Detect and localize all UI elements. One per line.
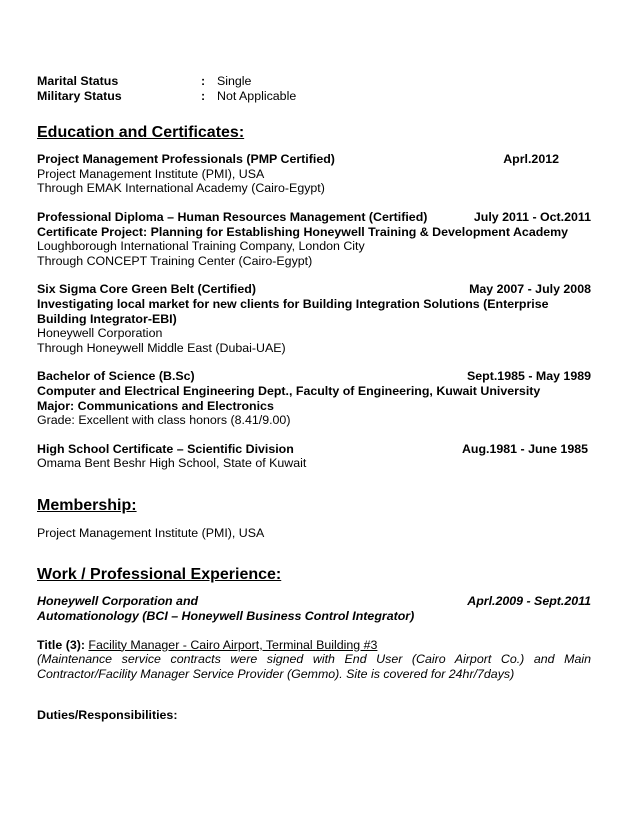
membership-text: Project Management Institute (PMI), USA [37,525,265,540]
education-item-six-sigma [37,282,591,355]
education-item-date: Aprl.2012 [503,152,559,167]
education-item-hr-diploma [37,210,591,268]
education-item-detail: Project Management Institute (PMI), USA [37,166,265,181]
education-item-detail: Grade: Excellent with class honors (8.41/9.00) [37,413,291,428]
military-status-row [37,89,591,104]
education-item-detail: Through EMAK International Academy (Cairo-Egypt) [37,181,325,196]
work-company-header [37,594,591,609]
education-item-high-school [37,442,591,471]
education-item-detail: Through CONCEPT Training Center (Cairo-Egypt) [37,253,313,268]
education-item-header [37,442,591,457]
education-item-title: Six Sigma Core Green Belt (Certified) [37,282,256,297]
education-item-project: Building Integrator-EBI) [37,311,177,326]
marital-status-separator: : [201,74,206,88]
education-item-header [37,152,591,167]
education-item-date: July 2011 - Oct.2011 [473,209,591,224]
education-item-detail: Through Honeywell Middle East (Dubai-UAE) [37,340,286,355]
education-item-title: Project Management Professionals (PMP Certified) [37,152,335,167]
work-item-honeywell [37,594,591,723]
education-item-detail: Omama Bent Beshr High School, State of Kuwait [37,456,307,471]
personal-info [37,74,591,103]
education-item-project: Investigating local market for new clients for Building Integration Solutions (Enterprise [37,296,549,311]
education-item-header [37,210,591,225]
education-item-title: Bachelor of Science (B.Sc) [37,369,195,384]
education-item-detail: Honeywell Corporation [37,326,163,341]
work-company-date: Aprl.2009 - Sept.2011 [467,594,591,609]
education-item-title: High School Certificate – Scientific Division [37,441,294,456]
marital-status-row [37,74,591,89]
military-status-label: Military Status [37,88,122,103]
education-heading: Education and Certificates: [37,124,245,142]
marital-status-label: Marital Status [37,74,119,88]
education-item-major: Major: Communications and Electronics [37,398,274,413]
military-status-value: Not Applicable [217,88,297,103]
education-item-detail: Loughborough International Training Company, London City [37,239,365,254]
work-heading: Work / Professional Experience: [37,566,282,584]
education-item-date: May 2007 - July 2008 [469,282,591,297]
membership-heading: Membership: [37,496,137,514]
marital-status-value: Single [217,74,252,88]
work-company-name: Honeywell Corporation and [37,594,199,609]
education-item-date: Aug.1981 - June 1985 [461,441,588,456]
education-item-pmp [37,152,591,196]
education-item-bsc [37,369,591,427]
education-item-title: Professional Diploma – Human Resources Management (Certified) [37,209,428,224]
education-item-project: Certificate Project: Planning for Establishing Honeywell Training & Development Academy [37,224,569,239]
military-status-separator: : [201,88,206,103]
work-title-value: Facility Manager - Cairo Airport, Terminal Building #3 [88,637,378,652]
work-company-subtitle: Automationology (BCI – Honeywell Business Control Integrator) [37,609,415,624]
education-item-department: Computer and Electrical Engineering Dept., Faculty of Engineering, Kuwait University [37,383,541,398]
education-item-header [37,282,591,297]
work-title-label: Title (3): [37,637,85,652]
resume-page [37,74,591,723]
education-item-date: Sept.1985 - May 1989 [467,369,591,384]
work-note: (Maintenance service contracts were signed with End User (Cairo Airport Co.) and Main Contractor/Facility Manager Service Provider (Gemmo). Site is covered for 24hr/7days) [37,652,591,681]
work-title-row [37,638,591,653]
duties-label: Duties/Responsibilities: [37,708,178,723]
education-item-header [37,369,591,384]
